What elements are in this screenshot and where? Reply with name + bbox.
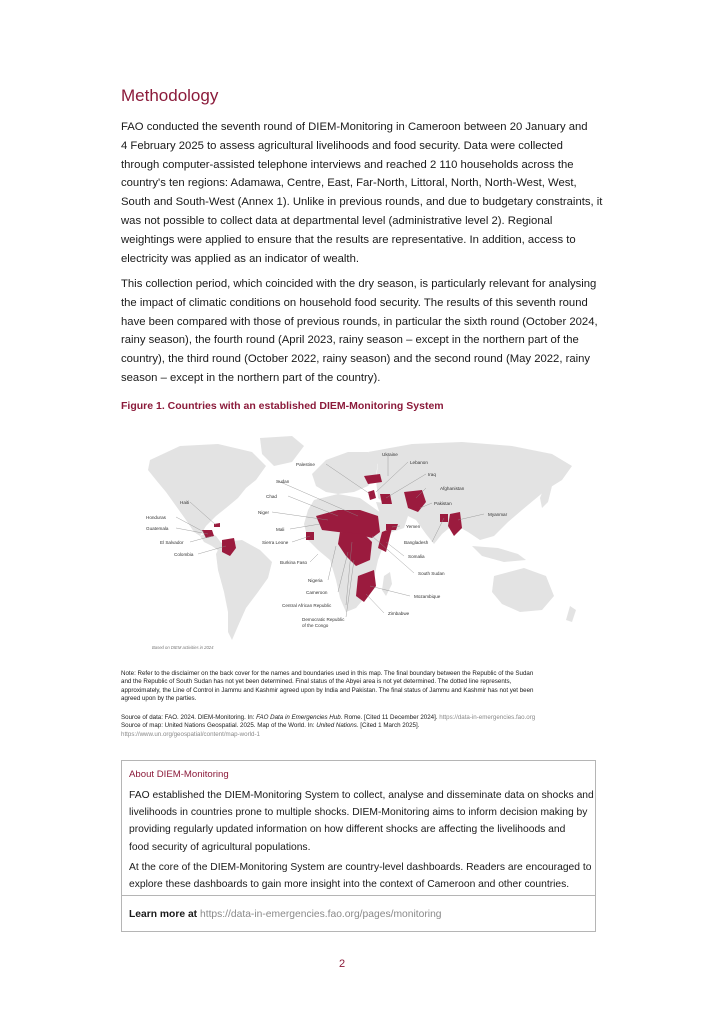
southeast-asia-islands (472, 546, 526, 562)
about-title: About DIEM-Monitoring (129, 769, 229, 780)
label-niger: Niger (258, 510, 269, 515)
text-line: country's ten regions: Adamawa, Centre, East, Far-North, Littoral, North, North-West, West, (121, 177, 577, 190)
label-nigeria: Nigeria (308, 578, 323, 583)
map-footer: Based on DIEM activities in 2024 (152, 645, 214, 650)
text-line: This collection period, which coincided with the dry season, is particularly relevant for analysing (121, 278, 597, 290)
label-sudan: Sudan (276, 479, 290, 484)
label-ukraine: Ukraine (382, 452, 398, 457)
text-line: rainy season), the fourth round (April 2023, rainy season – except in the northern part of the (121, 334, 579, 347)
text-line: electricity was applied as an indicator of wealth. (121, 252, 359, 265)
figure-title: Figure 1. Countries with an established DIEM-Monitoring System (121, 400, 444, 412)
label-afghanistan: Afghanistan (440, 486, 465, 491)
label-chad: Chad (266, 494, 277, 499)
label-drc-line2: of the Congo (302, 623, 329, 628)
text-line: season – except in the northern part of the country). (121, 371, 381, 384)
label-palestine: Palestine (296, 462, 315, 467)
label-guatemala: Guatemala (146, 526, 169, 531)
label-iraq: Iraq (428, 472, 436, 477)
label-honduras: Honduras (146, 515, 166, 520)
text-line: FAO established the DIEM-Monitoring System to collect, analyse and disseminate data on shocks and (129, 790, 594, 801)
section-heading: Methodology (121, 86, 219, 105)
text-line: explore these dashboards to gain more insight into the context of Cameroon and other countries. (129, 879, 570, 891)
text-line: country), the third round (October 2022, rainy season) and the second round (May 2022, rainy (121, 353, 591, 366)
myanmar-shape (448, 512, 462, 536)
label-pakistan: Pakistan (434, 501, 452, 506)
label-zimbabwe: Zimbabwe (388, 611, 410, 616)
text-line: South and South-West (Annex 1). Unlike in previous rounds, and due to budgetary constraints, it (121, 196, 603, 209)
about-paragraph-2 (129, 859, 594, 893)
learn-more-label: Learn more at (129, 909, 198, 920)
label-mozambique: Mozambique (414, 594, 441, 599)
text-line: the impact of climatic conditions on household food security. The results of this seventh round (121, 296, 588, 309)
label-bangladesh: Bangladesh (404, 540, 429, 545)
label-car: Central African Republic (282, 603, 332, 608)
world-map (142, 436, 602, 656)
note-line: approximately, the Line of Control in Jammu and Kashmir agreed upon by India and Pakistan. The final status of Jammu and Kashmir has not yet been (121, 686, 534, 694)
text-line: 4 February 2025 to assess agricultural livelihoods and food security. Data were collected (121, 139, 563, 152)
label-haiti: Haiti (180, 500, 190, 505)
south-america (216, 540, 272, 640)
text-line: weightings were applied to ensure that the results are representative. In addition, access to (121, 233, 576, 246)
europe (312, 452, 378, 494)
text-line: At the core of the DIEM-Monitoring System are country-level dashboards. Readers are encouraged to (129, 862, 592, 873)
label-el-salvador: El Salvador (160, 540, 184, 545)
text-line: FAO conducted the seventh round of DIEM-Monitoring in Cameroon between 20 January and (121, 121, 588, 133)
about-box (121, 760, 596, 932)
haiti-shape (214, 523, 220, 527)
page-number: 2 (339, 958, 346, 970)
source-map-link[interactable]: https://www.un.org/geospatial/content/map-world-1 (121, 730, 260, 738)
text-line: providing regularly updated information on how different shocks are affecting the livelihoods and (129, 824, 566, 836)
text-line: was not possible to collect data at departmental level (administrative level 2). Regional (121, 214, 553, 227)
label-somalia: Somalia (408, 554, 425, 559)
label-mali: Mali (276, 527, 285, 532)
note-line: and the Republic of South Sudan has not yet been determined. Final status of the Abyei area is not yet determined. The dotted line represents, (121, 678, 512, 686)
note-line: Note: Refer to the disclaimer on the back cover for the names and boundaries used in this map. The final boundary between the Republic of the Sudan (121, 670, 534, 677)
label-colombia: Colombia (174, 552, 194, 557)
about-paragraph-1 (129, 787, 594, 856)
madagascar (382, 572, 392, 596)
methodology-paragraph-1 (121, 118, 605, 268)
box-divider (122, 895, 595, 896)
north-america (148, 444, 266, 536)
methodology-paragraph-2 (121, 275, 605, 388)
label-drc-line1: Democratic Republic (302, 617, 345, 622)
text-line: have been compared with those of previous rounds, in particular the sixth round (October 2024, (121, 315, 598, 328)
label-lebanon: Lebanon (410, 460, 428, 465)
source-map-line: Source of map: United Nations Geospatial. 2025. Map of the World. In: United Nations. [Cited 1 March 2025]. (121, 722, 420, 730)
label-cameroon: Cameroon (306, 590, 328, 595)
label-sierra-leone: Sierra Leone (262, 540, 289, 545)
source-data-link[interactable]: https://data-in-emergencies.fao.org (439, 714, 536, 721)
source-data-line: Source of data: FAO. 2024. DIEM-Monitoring. In: FAO Data in Emergencies Hub. Rome. [Cited 11 December 2024]. https://data-in-emergencies.fao.org (121, 714, 536, 721)
learn-more-link[interactable]: https://data-in-emergencies.fao.org/pages/monitoring (199, 909, 442, 920)
label-yemen: Yemen (406, 524, 421, 529)
australia (492, 568, 554, 612)
map-sources (121, 714, 605, 739)
learn-more (129, 909, 442, 920)
map-note (121, 670, 605, 703)
text-line: food security of agricultural populations. (129, 841, 311, 853)
text-line: livelihoods in countries prone to multiple shocks. DIEM-Monitoring aims to inform decision making by (129, 807, 588, 819)
label-myanmar: Myanmar (488, 512, 508, 517)
text-line: through computer-assisted telephone interviews and reached 2 110 households across the (121, 158, 574, 171)
label-south-sudan: South Sudan (418, 571, 445, 576)
new-zealand (566, 606, 576, 622)
levant-shape (368, 490, 376, 500)
note-line: agreed upon by the parties. (121, 694, 197, 702)
label-burkina-faso: Burkina Faso (280, 560, 308, 565)
